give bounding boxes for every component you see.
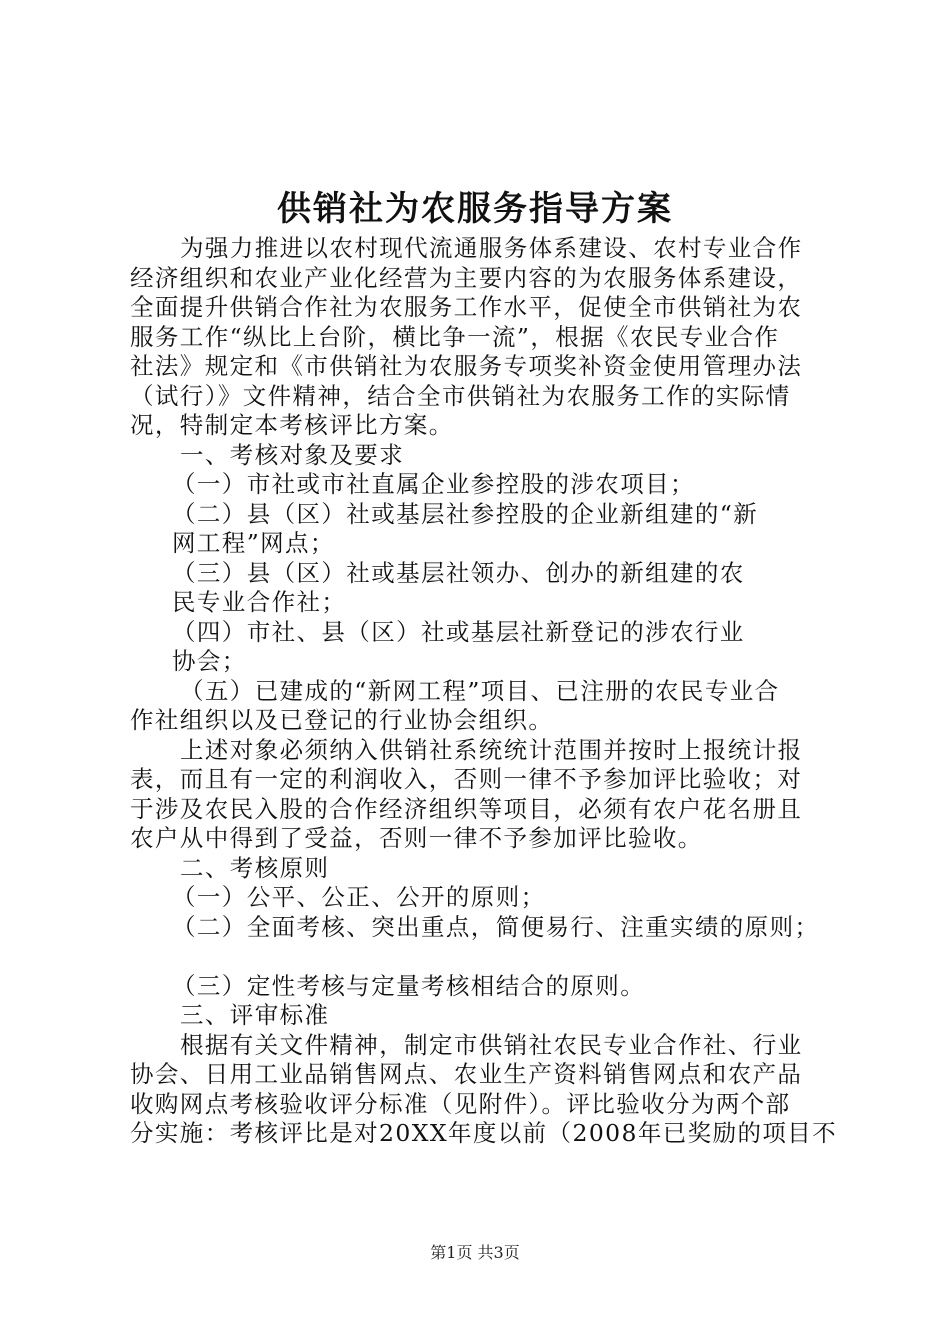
list-item-continuation: 作社组织以及已登记的行业协会组织。 [130,706,554,734]
paragraph-line: 经济组织和农业产业化经营为主要内容的为农服务体系建设， [130,263,803,292]
list-item-continuation: 民专业合作社； [172,588,347,616]
document-body [130,234,838,1149]
list-item: （一）市社或市社直属企业参控股的涉农项目； [172,470,695,498]
section-heading: 二、考核原则 [180,853,330,882]
document-title: 供销社为农服务指导方案 [277,189,673,229]
section-heading: 一、考核对象及要求 [180,440,405,469]
blank-line [130,942,830,972]
paragraph-line: 根据有关文件精神，制定市供销社农民专业合作社、行业 [180,1030,803,1059]
list-item: （二）县（区）社或基层社参控股的企业新组建的“新 [172,499,759,528]
paragraph-line: 全面提升供销合作社为农服务工作水平，促使全市供销社为农 [130,293,803,321]
paragraph-line: 社法》规定和《市供销社为农服务专项奖补资金使用管理办法 [130,352,803,380]
section-heading: 三、评审标准 [180,1001,330,1029]
paragraph-line: 为强力推进以农村现代流通服务体系建设、农村专业合作 [180,234,803,262]
paragraph-line: 况，特制定本考核评比方案。 [130,411,454,439]
paragraph-line: （试行）》文件精神，结合全市供销社为农服务工作的实际情 [130,381,791,410]
paragraph-line: 于涉及农民入股的合作经济组织等项目，必须有农户花名册且 [130,794,803,823]
list-item-continuation: 协会； [172,647,247,675]
page-number-footer: 第1页 共3页 [430,1243,520,1262]
paragraph-line: 协会、日用工业品销售网点、农业生产资料销售网点和农产品 [130,1060,803,1088]
paragraph-line: 农户从中得到了受益，否则一律不予参加评比验收。 [130,824,703,852]
list-item: （四）市社、县（区）社或基层社新登记的涉农行业 [172,617,745,646]
list-item-continuation: 网工程”网点； [172,529,335,557]
paragraph-line: 收购网点考核验收评分标准（见附件）。评比验收分为两个部 [130,1089,791,1118]
paragraph-line: 分实施：考核评比是对20XX年度以前（2008年已奖励的项目不 [130,1119,838,1147]
paragraph-line: 上述对象必须纳入供销社系统统计范围并按时上报统计报 [180,735,803,764]
paragraph-line: 表，而且有一定的利润收入，否则一律不予参加评比验收；对 [130,765,803,793]
list-item: （五）已建成的“新网工程”项目、已注册的农民专业合 [180,676,780,705]
list-item: （三）县（区）社或基层社领办、创办的新组建的农 [172,558,745,587]
list-item: （三）定性考核与定量考核相结合的原则。 [172,971,646,1000]
list-item: （二）全面考核、突出重点，简便易行、注重实绩的原则； [172,912,820,941]
paragraph-line: 服务工作“纵比上台阶，横比争一流”，根据《农民专业合作 [130,322,780,351]
list-item: （一）公平、公正、公开的原则； [172,883,546,911]
